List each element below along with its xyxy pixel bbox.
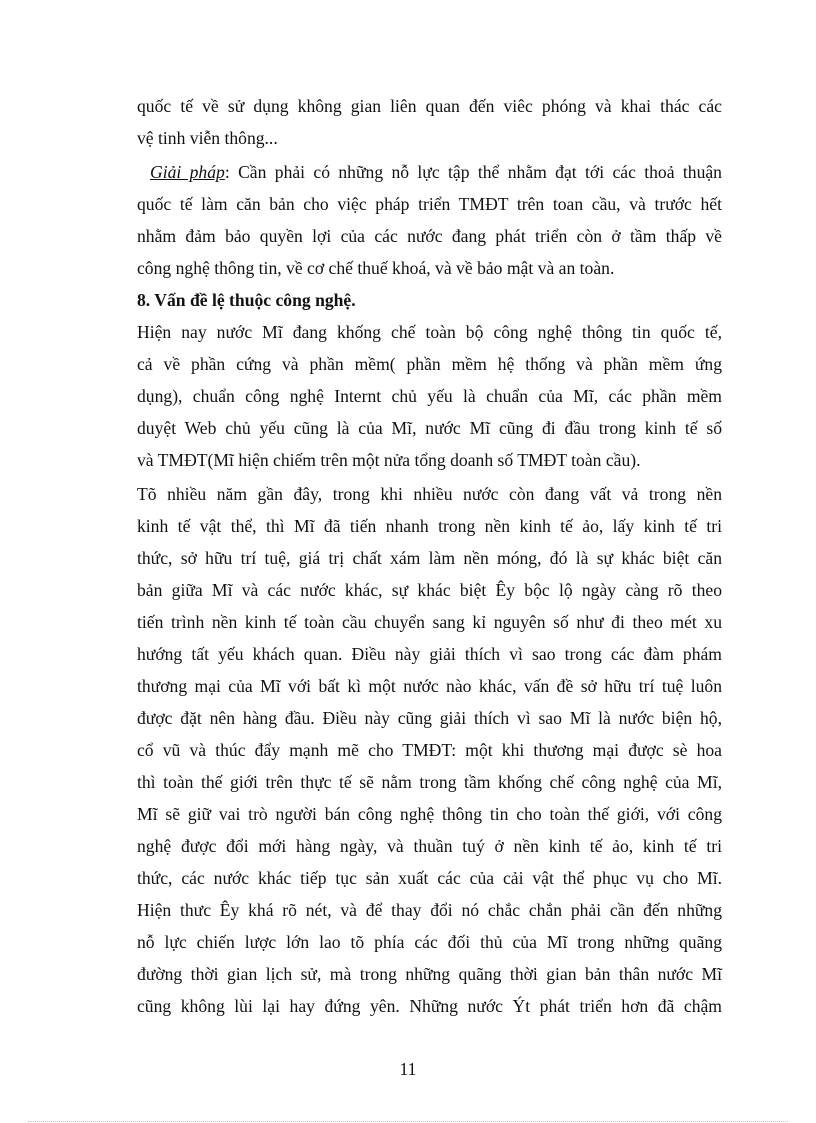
solution-paragraph-line xyxy=(150,156,722,188)
text-line: Hiện nay nước Mĩ đang khống chế toàn bộ công nghệ thông tin quốc tế, xyxy=(137,322,722,342)
solution-text: : Cần phải có những nỗ lực tập thể nhằm đạt tới các thoả thuận xyxy=(224,162,722,182)
text-line: quốc tế làm căn bản cho việc pháp triển TMĐT trên toan cầu, và trước hết xyxy=(137,194,722,214)
text-line: nhằm đảm bảo quyền lợi của các nước đang phát triển còn ở tầm thấp về xyxy=(137,226,722,246)
text-line: hướng tất yếu khách quan. Điều này giải thích vì sao trong các đàm phám xyxy=(137,644,722,664)
text-line: công nghệ thông tin, về cơ chế thuế khoá, và về bảo mật và an toàn. xyxy=(137,258,615,278)
text-line: Mĩ sẽ giữ vai trò người bán công nghệ thông tin cho toàn thế giới, với công xyxy=(137,804,722,824)
text-line: bản giữa Mĩ và các nước khác, sự khác biệt Êy bộc lộ ngày càng rõ theo xyxy=(137,580,722,600)
solution-label: Giải pháp xyxy=(150,162,225,182)
text-line: thương mại của Mĩ với bất kì một nước nào khác, vấn đề sở hữu trí tuệ luôn xyxy=(137,676,722,696)
text-line: nghệ được đổi mới hàng ngày, và thuần tuý ở nền kinh tế ảo, kinh tế tri xyxy=(137,836,722,856)
text-line: và TMĐT(Mĩ hiện chiếm trên một nửa tổng doanh số TMĐT toàn cầu). xyxy=(137,450,641,470)
text-line: thì toàn thế giới trên thực tế sẽ nằm trong tầm khống chế công nghệ của Mĩ, xyxy=(137,772,722,792)
text-line: vệ tinh viễn thông... xyxy=(137,128,278,148)
text-line: Tõ nhiều năm gần đây, trong khi nhiều nước còn đang vất vả trong nền xyxy=(137,484,722,504)
text-line: duyệt Web chủ yếu cũng là của Mĩ, nước Mĩ cũng đi đầu trong kinh tế số xyxy=(137,418,722,438)
text-line: thức, các nước khác tiếp tục sản xuất các của cải vật thể phục vụ cho Mĩ. xyxy=(137,868,722,888)
text-line: cả về phần cứng và phần mềm( phần mềm hệ thống và phần mềm ứng xyxy=(137,354,722,374)
text-line: đường thời gian lịch sử, mà trong những quãng thời gian bản thân nước Mĩ xyxy=(137,964,722,984)
text-line: kinh tế vật thể, thì Mĩ đã tiến nhanh trong nền kinh tế ảo, lấy kinh tế tri xyxy=(137,516,722,536)
text-line: cổ vũ và thúc đẩy mạnh mẽ cho TMĐT: một khi thương mại được sè hoa xyxy=(137,740,722,760)
text-line: tiến trình nền kinh tế toàn cầu chuyển sang kỉ nguyên số như đi theo mét xu xyxy=(137,612,722,632)
text-line: dụng), chuẩn công nghệ Internt chủ yếu là chuẩn của Mĩ, các phần mềm xyxy=(137,386,722,406)
text-line: thức, sở hữu trí tuệ, giá trị chất xám làm nền móng, đó là sự khác biệt căn xyxy=(137,548,722,568)
page-bottom-divider xyxy=(28,1121,788,1122)
text-line: được đặt nên hàng đầu. Điều này cũng giải thích vì sao Mĩ là nước biện hộ, xyxy=(137,708,722,728)
text-line: nỗ lực chiến lược lớn lao tõ phía các đối thủ của Mĩ trong những quãng xyxy=(137,932,722,952)
text-line: quốc tế về sử dụng không gian liên quan đến viêc phóng và khai thác các xyxy=(137,96,722,116)
text-line: cũng không lùi lại hay đứng yên. Những nước Ýt phát triển hơn đã chậm xyxy=(137,996,722,1016)
section-heading: 8. Vấn đề lệ thuộc công nghệ. xyxy=(137,290,356,310)
text-line: Hiện thưc Êy khá rõ nét, và để thay đổi nó chắc chắn phải cần đến những xyxy=(137,900,722,920)
page-number: 11 xyxy=(399,1059,417,1079)
